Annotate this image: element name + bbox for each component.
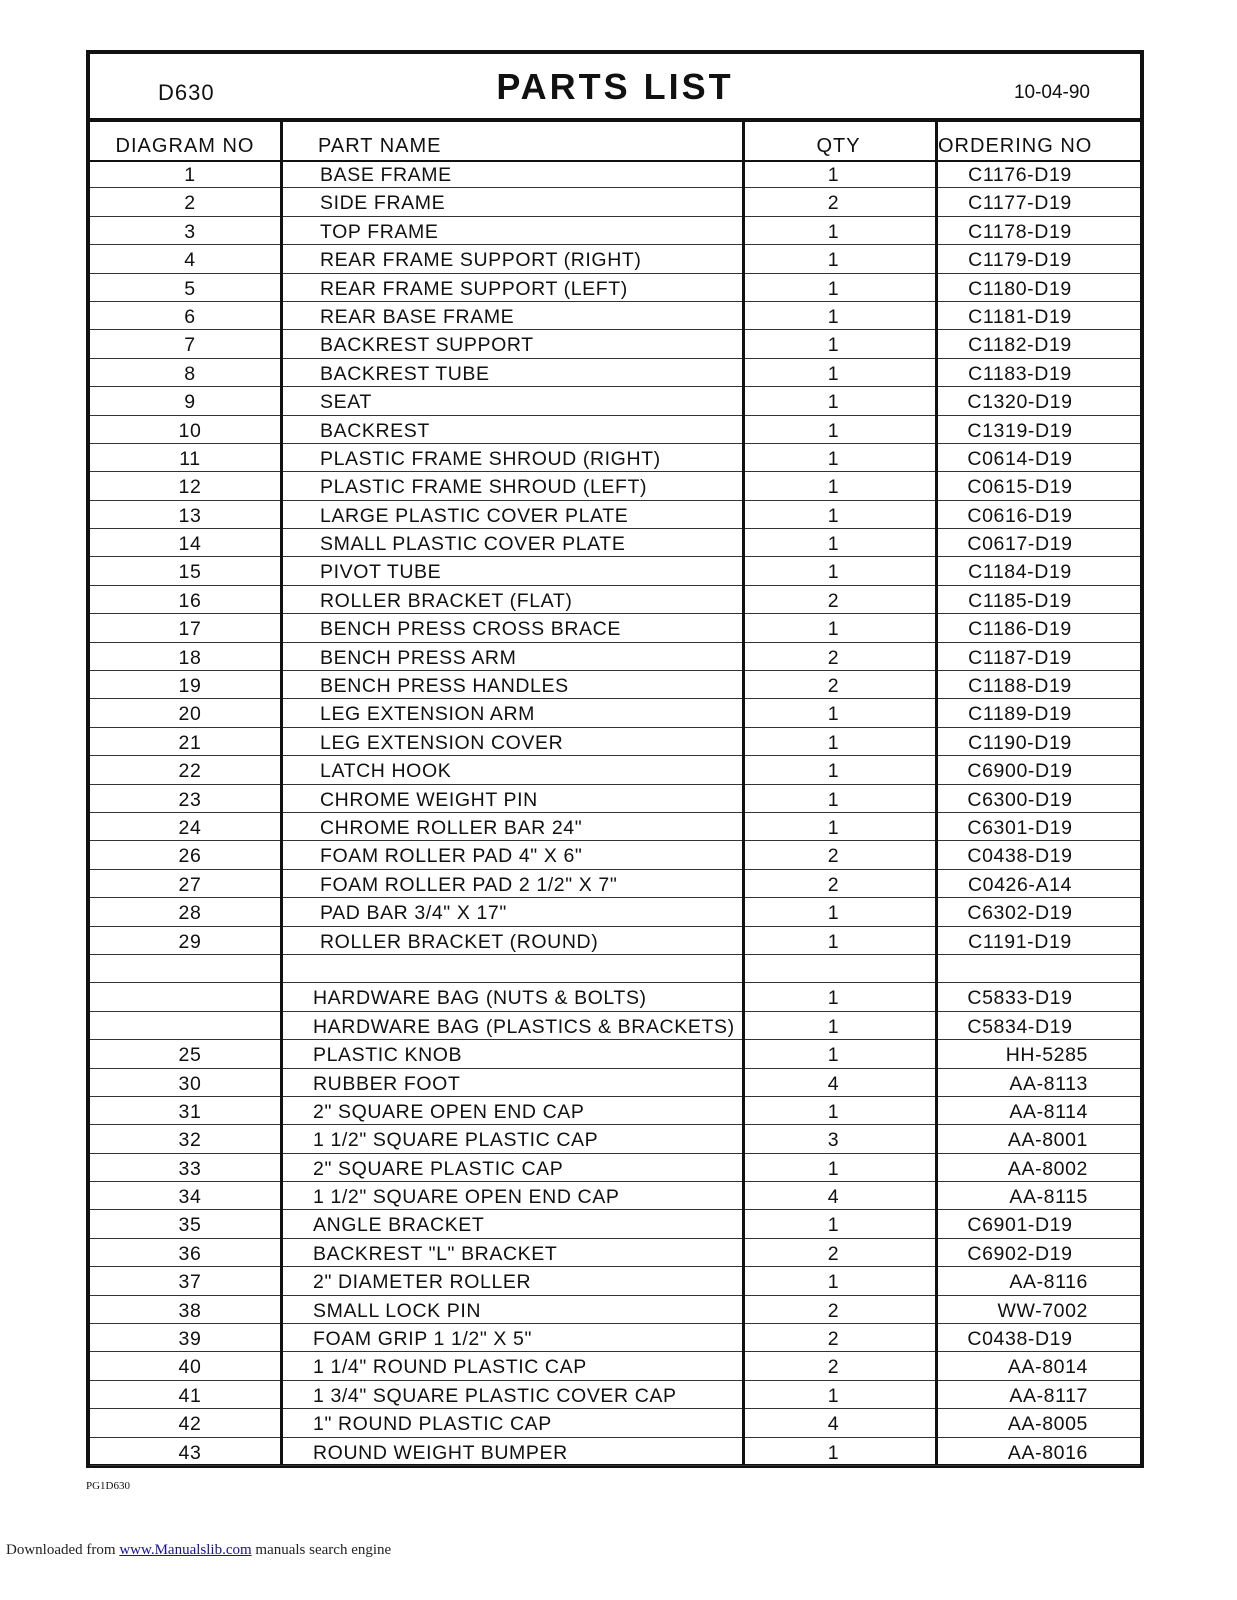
part-name-cell: TOP FRAME [320,220,439,243]
table-row [90,955,1140,983]
ordering-no-cell: AA-8117 [1009,1384,1088,1407]
part-name-cell: HARDWARE BAG (PLASTICS & BRACKETS) [313,1015,735,1038]
table-row [90,614,1140,642]
table-row [90,274,1140,302]
qty-cell: 1 [827,788,840,811]
qty-cell: 2 [827,1356,840,1379]
qty-cell: 1 [827,1214,840,1237]
table-row [90,330,1140,358]
diagram-no-cell: 13 [178,504,202,527]
ordering-no-cell: AA-8116 [1009,1271,1088,1294]
part-name-cell: 1 1/4" ROUND PLASTIC CAP [313,1356,587,1379]
part-name-cell: RUBBER FOOT [313,1072,461,1095]
table-row [90,841,1140,869]
table-row [90,756,1140,784]
table-row [90,160,1140,188]
table-row [90,529,1140,557]
qty-cell: 1 [827,902,840,925]
column-headers [90,118,1140,162]
table-row [90,1239,1140,1267]
table-row [90,1154,1140,1182]
diagram-no-cell: 38 [178,1299,202,1322]
ordering-no-cell: AA-8016 [1007,1441,1088,1464]
table-row [90,302,1140,330]
qty-cell: 1 [827,816,840,839]
table-row [90,1352,1140,1380]
part-name-cell: 1 1/2" SQUARE PLASTIC CAP [313,1129,599,1152]
part-name-cell: CHROME WEIGHT PIN [320,788,538,811]
ordering-no-cell: AA-8114 [1009,1100,1088,1123]
qty-cell: 1 [827,249,840,272]
part-name-cell: REAR FRAME SUPPORT (LEFT) [320,277,628,300]
document-date: 10-04-90 [1013,82,1090,103]
diagram-no-cell: 4 [184,249,196,272]
qty-cell: 2 [827,675,840,698]
part-name-cell: SMALL LOCK PIN [313,1299,482,1322]
table-row [90,1438,1140,1466]
table-row [90,557,1140,585]
qty-cell: 1 [827,305,840,328]
qty-cell: 1 [827,1384,840,1407]
ordering-no-cell: C1181-D19 [968,305,1072,328]
diagram-no-cell: 8 [184,362,196,385]
diagram-no-cell: 26 [178,845,202,868]
part-name-cell: PIVOT TUBE [320,561,442,584]
qty-cell: 1 [827,391,840,414]
table-row [90,1069,1140,1097]
diagram-no-cell: 41 [178,1384,202,1407]
qty-cell: 1 [827,362,840,385]
table-row [90,1267,1140,1295]
diagram-no-cell: 20 [178,703,202,726]
ordering-no-cell: C1184-D19 [968,561,1072,584]
parts-list-sheet [86,50,1144,1468]
qty-cell: 4 [827,1413,840,1436]
ordering-no-cell: C0617-D19 [967,533,1073,556]
ordering-no-cell: AA-8001 [1007,1129,1088,1152]
ordering-no-cell: C0614-D19 [967,447,1073,470]
column-divider [742,118,745,1464]
table-row [90,1324,1140,1352]
diagram-no-cell: 18 [178,646,202,669]
diagram-no-cell: 28 [178,902,202,925]
diagram-no-cell: 33 [178,1157,202,1180]
qty-cell: 2 [827,589,840,612]
diagram-no-cell: 43 [178,1441,202,1464]
part-name-cell: REAR FRAME SUPPORT (RIGHT) [320,249,642,272]
part-name-cell: 1 1/2" SQUARE OPEN END CAP [313,1186,620,1209]
diagram-no-cell: 30 [178,1072,202,1095]
part-name-cell: LATCH HOOK [320,760,452,783]
diagram-no-cell: 5 [184,277,196,300]
diagram-no-cell: 39 [178,1328,202,1351]
part-name-cell: PLASTIC FRAME SHROUD (LEFT) [320,476,648,499]
qty-cell: 1 [827,277,840,300]
qty-cell: 3 [827,1129,840,1152]
qty-cell: 4 [827,1072,840,1095]
table-row [90,1210,1140,1238]
table-row [90,728,1140,756]
ordering-no-cell: C1183-D19 [968,362,1072,385]
ordering-no-cell: C6302-D19 [967,902,1073,925]
part-name-cell: HARDWARE BAG (NUTS & BOLTS) [313,987,647,1010]
qty-cell: 1 [827,703,840,726]
part-name-cell: ROLLER BRACKET (ROUND) [320,930,599,953]
ordering-no-cell: HH-5285 [1005,1044,1088,1067]
qty-cell: 2 [827,1299,840,1322]
ordering-no-cell: C1188-D19 [968,675,1072,698]
qty-cell: 1 [827,220,840,243]
diagram-no-cell: 34 [178,1186,202,1209]
part-name-cell: LEG EXTENSION ARM [320,703,535,726]
diagram-no-cell: 31 [178,1100,202,1123]
part-name-cell: REAR BASE FRAME [320,305,515,328]
table-row [90,983,1140,1011]
ordering-no-cell: WW-7002 [997,1299,1088,1322]
table-row [90,699,1140,727]
diagram-no-cell: 16 [178,589,202,612]
table-row [90,1296,1140,1324]
table-row [90,444,1140,472]
part-name-cell: PLASTIC KNOB [313,1044,463,1067]
table-row [90,1012,1140,1040]
qty-cell: 4 [827,1186,840,1209]
qty-cell: 2 [827,873,840,896]
parts-table-body [90,160,1140,1466]
diagram-no-cell: 27 [178,873,202,896]
part-name-cell: BENCH PRESS HANDLES [320,675,569,698]
diagram-no-cell: 12 [178,476,202,499]
qty-cell: 1 [827,447,840,470]
table-row [90,1182,1140,1210]
table-row [90,927,1140,955]
qty-cell: 1 [827,1157,840,1180]
column-header-diagram-no: DIAGRAM NO [115,135,255,157]
part-name-cell: ROLLER BRACKET (FLAT) [320,589,573,612]
part-name-cell: BACKREST [320,419,430,442]
ordering-no-cell: C6900-D19 [967,760,1073,783]
diagram-no-cell: 17 [178,618,202,641]
ordering-no-cell: AA-8115 [1009,1186,1088,1209]
part-name-cell: BASE FRAME [320,164,452,186]
ordering-no-cell: C1186-D19 [968,618,1072,641]
diagram-no-cell: 36 [178,1242,202,1265]
manualslib-link[interactable]: www.Manualslib.com [119,1542,252,1558]
diagram-no-cell: 21 [178,731,202,754]
part-name-cell: ANGLE BRACKET [313,1214,485,1237]
table-row [90,387,1140,415]
table-row [90,586,1140,614]
qty-cell: 1 [827,987,840,1010]
table-row [90,472,1140,500]
part-name-cell: PAD BAR 3/4" X 17" [320,902,507,925]
ordering-no-cell: C5834-D19 [967,1015,1073,1038]
table-row [90,1040,1140,1068]
part-name-cell: FOAM GRIP 1 1/2" X 5" [313,1328,532,1351]
ordering-no-cell: C1320-D19 [967,391,1073,414]
diagram-no-cell: 1 [184,164,196,186]
ordering-no-cell: C1319-D19 [967,419,1073,442]
qty-cell: 1 [827,504,840,527]
ordering-no-cell: C1176-D19 [968,164,1072,186]
qty-cell: 2 [827,1328,840,1351]
qty-cell: 1 [827,164,840,186]
diagram-no-cell: 14 [178,533,202,556]
ordering-no-cell: AA-8005 [1007,1413,1088,1436]
part-name-cell: SMALL PLASTIC COVER PLATE [320,533,626,556]
ordering-no-cell: C0426-A14 [967,873,1073,896]
qty-cell: 1 [827,561,840,584]
ordering-no-cell: C6301-D19 [967,816,1073,839]
table-row [90,1097,1140,1125]
part-name-cell: 2" DIAMETER ROLLER [313,1271,532,1294]
qty-cell: 1 [827,476,840,499]
diagram-no-cell: 23 [178,788,202,811]
diagram-no-cell: 22 [178,760,202,783]
table-row [90,245,1140,273]
diagram-no-cell: 7 [184,334,196,357]
ordering-no-cell: C6902-D19 [967,1242,1073,1265]
part-name-cell: SIDE FRAME [320,192,446,215]
table-row [90,671,1140,699]
ordering-no-cell: C1178-D19 [968,220,1072,243]
diagram-no-cell: 9 [184,391,196,414]
table-row [90,217,1140,245]
column-header-qty: QTY [816,135,861,157]
table-row [90,188,1140,216]
table-row [90,643,1140,671]
qty-cell: 1 [827,1044,840,1067]
table-row [90,416,1140,444]
part-name-cell: ROUND WEIGHT BUMPER [313,1441,568,1464]
download-watermark [6,1542,391,1559]
qty-cell: 1 [827,731,840,754]
ordering-no-cell: C1182-D19 [968,334,1072,357]
qty-cell: 1 [827,334,840,357]
qty-cell: 1 [827,533,840,556]
qty-cell: 2 [827,1242,840,1265]
diagram-no-cell: 10 [178,419,202,442]
diagram-no-cell: 25 [178,1044,202,1067]
qty-cell: 1 [827,1271,840,1294]
ordering-no-cell: C1189-D19 [968,703,1072,726]
qty-cell: 1 [827,1441,840,1464]
qty-cell: 1 [827,760,840,783]
part-name-cell: BACKREST SUPPORT [320,334,534,357]
qty-cell: 1 [827,419,840,442]
part-name-cell: FOAM ROLLER PAD 2 1/2" X 7" [320,873,618,896]
column-divider [935,118,938,1464]
table-row [90,1125,1140,1153]
diagram-no-cell: 42 [178,1413,202,1436]
ordering-no-cell: C1191-D19 [968,930,1072,953]
ordering-no-cell: C0438-D19 [967,1328,1073,1351]
ordering-no-cell: C1190-D19 [968,731,1072,754]
part-name-cell: BENCH PRESS ARM [320,646,517,669]
diagram-no-cell: 32 [178,1129,202,1152]
diagram-no-cell: 40 [178,1356,202,1379]
table-row [90,1381,1140,1409]
ordering-no-cell: C1180-D19 [968,277,1072,300]
part-name-cell: CHROME ROLLER BAR 24" [320,816,583,839]
qty-cell: 2 [827,845,840,868]
column-header-part-name: PART NAME [318,135,442,157]
ordering-no-cell: C0616-D19 [967,504,1073,527]
column-divider [280,118,283,1464]
table-row [90,359,1140,387]
part-name-cell: LARGE PLASTIC COVER PLATE [320,504,629,527]
part-name-cell: SEAT [320,391,372,414]
diagram-no-cell: 6 [184,305,196,328]
qty-cell: 1 [827,1100,840,1123]
part-name-cell: FOAM ROLLER PAD 4" X 6" [320,845,583,868]
watermark-suffix: manuals search engine [251,1542,392,1558]
ordering-no-cell: C6300-D19 [967,788,1073,811]
qty-cell: 1 [827,930,840,953]
qty-cell: 2 [827,192,840,215]
part-name-cell: BACKREST TUBE [320,362,490,385]
ordering-no-cell: AA-8113 [1009,1072,1088,1095]
table-row [90,501,1140,529]
qty-cell: 1 [827,1015,840,1038]
ordering-no-cell: C1177-D19 [968,192,1072,215]
diagram-no-cell: 29 [178,930,202,953]
part-name-cell: 2" SQUARE OPEN END CAP [313,1100,585,1123]
ordering-no-cell: AA-8002 [1007,1157,1088,1180]
part-name-cell: 1 3/4" SQUARE PLASTIC COVER CAP [313,1384,677,1407]
ordering-no-cell: AA-8014 [1007,1356,1088,1379]
part-name-cell: BENCH PRESS CROSS BRACE [320,618,621,641]
qty-cell: 1 [827,618,840,641]
ordering-no-cell: C5833-D19 [967,987,1073,1010]
part-name-cell: LEG EXTENSION COVER [320,731,564,754]
diagram-no-cell: 19 [178,675,202,698]
part-name-cell: BACKREST "L" BRACKET [313,1242,558,1265]
table-row [90,813,1140,841]
diagram-no-cell: 35 [178,1214,202,1237]
table-row [90,1409,1140,1437]
footer-code: PG1D630 [86,1480,131,1492]
diagram-no-cell: 11 [179,447,201,470]
ordering-no-cell: C6901-D19 [967,1214,1073,1237]
qty-cell: 2 [827,646,840,669]
part-name-cell: PLASTIC FRAME SHROUD (RIGHT) [320,447,661,470]
ordering-no-cell: C0438-D19 [967,845,1073,868]
diagram-no-cell: 15 [178,561,202,584]
diagram-no-cell: 2 [184,192,196,215]
diagram-no-cell: 37 [178,1271,202,1294]
part-name-cell: 2" SQUARE PLASTIC CAP [313,1157,564,1180]
ordering-no-cell: C1185-D19 [968,589,1072,612]
watermark-prefix: Downloaded from [6,1542,120,1558]
page-title: PARTS LIST [496,66,734,107]
diagram-no-cell: 3 [184,220,196,243]
sheet-header [90,54,1140,122]
model-number: D630 [158,80,215,105]
part-name-cell: 1" ROUND PLASTIC CAP [313,1413,552,1436]
diagram-no-cell: 24 [178,816,202,839]
ordering-no-cell: C1179-D19 [968,249,1072,272]
column-header-ordering-no: ORDERING NO [938,135,1093,157]
table-row [90,870,1140,898]
ordering-no-cell: C0615-D19 [967,476,1073,499]
table-row [90,785,1140,813]
ordering-no-cell: C1187-D19 [968,646,1072,669]
table-row [90,898,1140,926]
